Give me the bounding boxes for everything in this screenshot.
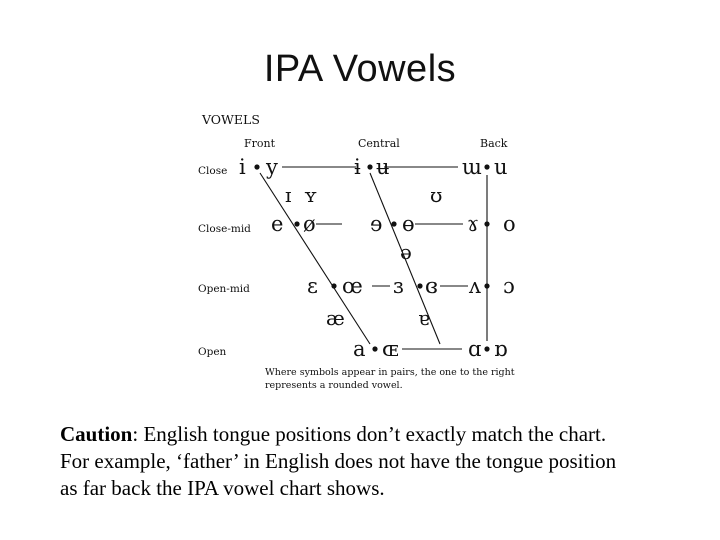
vowel-close-front-rounded: y (266, 155, 278, 179)
vowel-chart-svg (190, 103, 530, 403)
vowel-mid-central-schwa: ə (400, 240, 412, 264)
dot-close-front (254, 164, 259, 169)
column-central: Central (358, 137, 400, 150)
dot-close-back (484, 164, 489, 169)
vowel-open-mid-back-unrounded: ʌ (469, 274, 481, 298)
vowel-open-back-rounded: ɒ (494, 337, 508, 361)
vowel-open-mid-back-rounded: ɔ (503, 274, 515, 298)
vowel-close-mid-front-unrounded: e (271, 212, 284, 236)
vowel-open-mid-central-rounded: ɞ (425, 274, 438, 298)
dot-close-central (367, 164, 372, 169)
caption-line-2: For example, ‘father’ in English does not have the tongue position (60, 449, 617, 473)
chart-note-line-2: represents a rounded vowel. (265, 380, 403, 391)
row-close-mid: Close-mid (198, 223, 251, 235)
dot-close-mid-central (391, 221, 396, 226)
vowel-near-close-front-rounded: ʏ (304, 183, 318, 207)
dot-open-back (484, 346, 489, 351)
vowel-close-front-unrounded: i (239, 155, 246, 179)
dot-open-mid-front (331, 283, 336, 288)
caution-caption (60, 421, 710, 502)
ipa-vowel-chart (190, 103, 530, 403)
column-front: Front (244, 137, 276, 150)
slide-title: IPA Vowels (263, 48, 457, 90)
vowel-open-front-unrounded: a (353, 337, 366, 361)
column-back: Back (480, 137, 508, 150)
vowel-close-central-unrounded: ɨ (354, 155, 361, 179)
dot-open-mid-central (417, 283, 422, 288)
vowel-close-back-unrounded: ɯ (462, 155, 482, 179)
vowel-close-mid-central-rounded: ɵ (402, 212, 415, 236)
vowel-open-mid-front-rounded: œ (342, 274, 363, 298)
caption-line-1-text: : English tongue positions don’t exactly match the chart. (132, 422, 607, 446)
caption-line-3: as far back the IPA vowel chart shows. (60, 476, 385, 500)
caption-line-1 (60, 421, 710, 448)
vowel-close-mid-central-unrounded: ɘ (370, 212, 383, 236)
dot-close-mid-front (294, 221, 299, 226)
vowel-close-back-rounded: u (494, 155, 508, 179)
vowel-near-close-front-unrounded: ɪ (285, 183, 292, 207)
dot-close-mid-back (484, 221, 489, 226)
vowel-close-mid-back-rounded: o (503, 212, 516, 236)
vowel-close-central-rounded: ʉ (376, 155, 390, 179)
dot-open-front (372, 346, 377, 351)
chart-heading: VOWELS (202, 112, 260, 127)
row-open: Open (198, 346, 227, 358)
vowel-open-mid-front-unrounded: ɛ (307, 274, 318, 298)
row-close: Close (198, 165, 228, 177)
vowel-close-mid-back-unrounded: ɤ (467, 212, 479, 236)
vowel-near-open-central: ɐ (418, 306, 430, 330)
vowel-open-back-unrounded: ɑ (468, 337, 482, 361)
vowel-close-mid-front-rounded: ø (303, 212, 316, 236)
caution-label: Caution (60, 422, 133, 446)
row-open-mid: Open-mid (198, 283, 250, 295)
dot-open-mid-back (484, 283, 489, 288)
vowel-near-open-front: æ (326, 306, 345, 330)
vowel-near-close-back: ʊ (430, 183, 443, 207)
chart-note-line-1: Where symbols appear in pairs, the one to the right (265, 367, 515, 378)
vowel-open-mid-central-unrounded: ɜ (393, 274, 404, 298)
vowel-open-front-rounded: ɶ (382, 337, 399, 361)
